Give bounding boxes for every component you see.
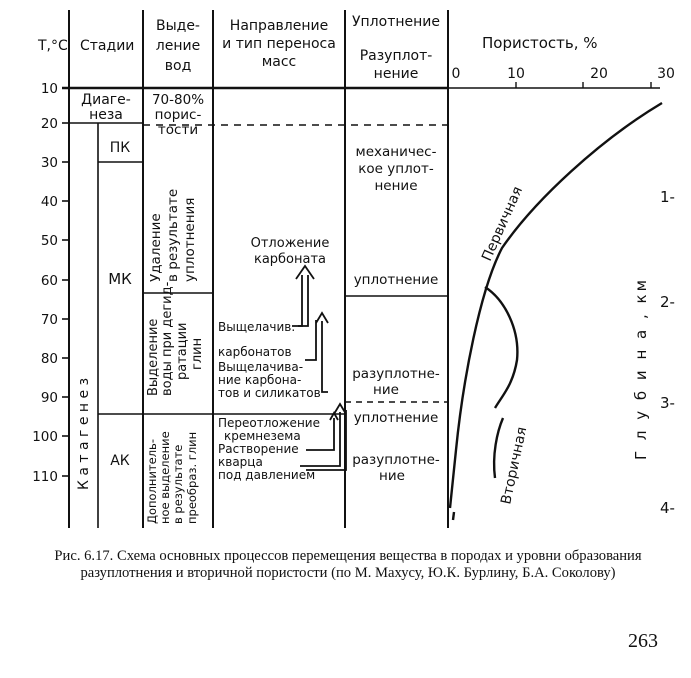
porosity-tick-30: 30 bbox=[657, 66, 675, 82]
stage-diagenesis-1: Диаге- bbox=[81, 92, 131, 108]
stage-catagenesis: К а т а г е н е з bbox=[76, 377, 92, 490]
primary-curve-label: Первичная bbox=[479, 184, 527, 264]
release-lower-1: Дополнитель- bbox=[145, 439, 159, 524]
figure-caption: Рис. 6.17. Схема основных процессов перемещения вещества в породах и уровни образования разуплотнения и вторичной пористости (по М. Махусу, Ю.К. Бурлину, Б.А. Соколову) bbox=[54, 548, 642, 581]
temp-tick: 100 bbox=[32, 429, 58, 445]
decompaction-zone-2a: разуплотне- bbox=[352, 452, 440, 468]
release-header-2: ление bbox=[155, 38, 201, 54]
decompaction-zone-1b: ние bbox=[373, 382, 399, 398]
release-upper-2: в результате bbox=[165, 188, 181, 282]
temp-tick: 50 bbox=[40, 233, 58, 249]
stage-mk: МК bbox=[108, 270, 132, 288]
carbonate-deposition-1: Отложение bbox=[250, 236, 330, 251]
silica-redeposition-1: Переотложение bbox=[218, 416, 320, 430]
depth-tick-3: 3- bbox=[660, 394, 675, 412]
temp-header: T,°C bbox=[38, 38, 68, 54]
temp-tick: 30 bbox=[40, 155, 58, 171]
compaction-zone-2: уплотнение bbox=[353, 410, 439, 426]
release-middle-2: воды при дегид- bbox=[160, 281, 175, 396]
temp-tick: 60 bbox=[40, 273, 58, 289]
release-header-1: Выде- bbox=[155, 18, 201, 34]
release-upper bbox=[148, 189, 198, 282]
silica-redeposition-2: кремнезема bbox=[224, 429, 301, 443]
temp-tick: 20 bbox=[40, 116, 58, 132]
decompaction-header-2: нение bbox=[373, 66, 419, 82]
decompaction-zone-2b: ние bbox=[379, 468, 405, 484]
release-percent-2: порис- bbox=[154, 107, 202, 123]
temp-tick: 70 bbox=[40, 312, 58, 328]
release-middle bbox=[146, 281, 205, 396]
release-percent-3: тости bbox=[157, 122, 199, 138]
depth-tick-2: 2- bbox=[660, 293, 675, 311]
release-middle-1: Выделение bbox=[146, 318, 161, 396]
mechanical-compaction-3: нение bbox=[374, 178, 418, 194]
decompaction-zone-1a: разуплотне- bbox=[352, 366, 440, 382]
temp-tick: 110 bbox=[32, 469, 58, 485]
compaction-zone-1: уплотнение bbox=[353, 272, 439, 288]
direction-header-2: и тип переноса bbox=[222, 36, 336, 52]
release-upper-3: уплотнения bbox=[182, 197, 198, 282]
stage-ak: АК bbox=[110, 453, 130, 469]
direction-header-3: масс bbox=[261, 54, 297, 70]
stages-header: Стадии bbox=[80, 38, 135, 54]
stage-pk: ПК bbox=[109, 140, 131, 156]
quartz-dissolution-3: под давлением bbox=[218, 468, 316, 482]
porosity-tick-20: 20 bbox=[590, 66, 608, 82]
release-upper-1: Удаление bbox=[148, 213, 164, 282]
secondary-curve-label: Вторичная bbox=[498, 425, 531, 506]
carbonate-deposition-2: карбоната bbox=[253, 252, 327, 267]
release-lower-4: преобраз. глин bbox=[185, 431, 199, 524]
mechanical-compaction-2: кое уплот- bbox=[358, 161, 434, 177]
carbonates-label: карбонатов bbox=[218, 345, 292, 359]
temp-tick: 90 bbox=[40, 390, 58, 406]
porosity-tick-0: 0 bbox=[451, 66, 461, 82]
release-lower-3: в результате bbox=[171, 444, 185, 524]
release-header-3: вод bbox=[164, 58, 192, 74]
depth-tick-1: 1- bbox=[660, 188, 675, 206]
quartz-dissolution-2: кварца bbox=[218, 455, 263, 469]
porosity-header: Пористость, % bbox=[482, 34, 598, 52]
porosity-curves bbox=[450, 103, 662, 520]
release-lower bbox=[145, 431, 199, 524]
quartz-dissolution-1: Растворение bbox=[218, 442, 299, 456]
decompaction-header-1: Разуплот- bbox=[359, 48, 433, 64]
release-middle-3: ратации bbox=[175, 322, 190, 380]
temp-tick: 10 bbox=[40, 81, 58, 97]
release-lower-2: ное выделение bbox=[158, 431, 172, 524]
temp-tick: 40 bbox=[40, 194, 58, 210]
release-middle-4: глин bbox=[190, 337, 205, 370]
stage-diagenesis-2: неза bbox=[89, 107, 123, 123]
compaction-header: Уплотнение bbox=[352, 14, 440, 30]
leaching-cs-3: тов и силикатов bbox=[218, 386, 321, 400]
leaching-cs-2: ние карбона- bbox=[218, 373, 302, 387]
porosity-tick-10: 10 bbox=[507, 66, 525, 82]
leaching-label: Выщелачив. bbox=[218, 320, 296, 334]
leaching-cs-1: Выщелачива- bbox=[218, 360, 304, 374]
depth-tick-4: 4- bbox=[660, 499, 675, 517]
page-number: 263 bbox=[628, 630, 658, 652]
temp-tick: 80 bbox=[40, 351, 58, 367]
release-percent-1: 70-80% bbox=[151, 92, 205, 108]
mechanical-compaction-1: механичес- bbox=[355, 144, 437, 160]
direction-header-1: Направление bbox=[229, 18, 329, 34]
depth-axis-label: Г л у б и н а , км bbox=[632, 277, 650, 460]
